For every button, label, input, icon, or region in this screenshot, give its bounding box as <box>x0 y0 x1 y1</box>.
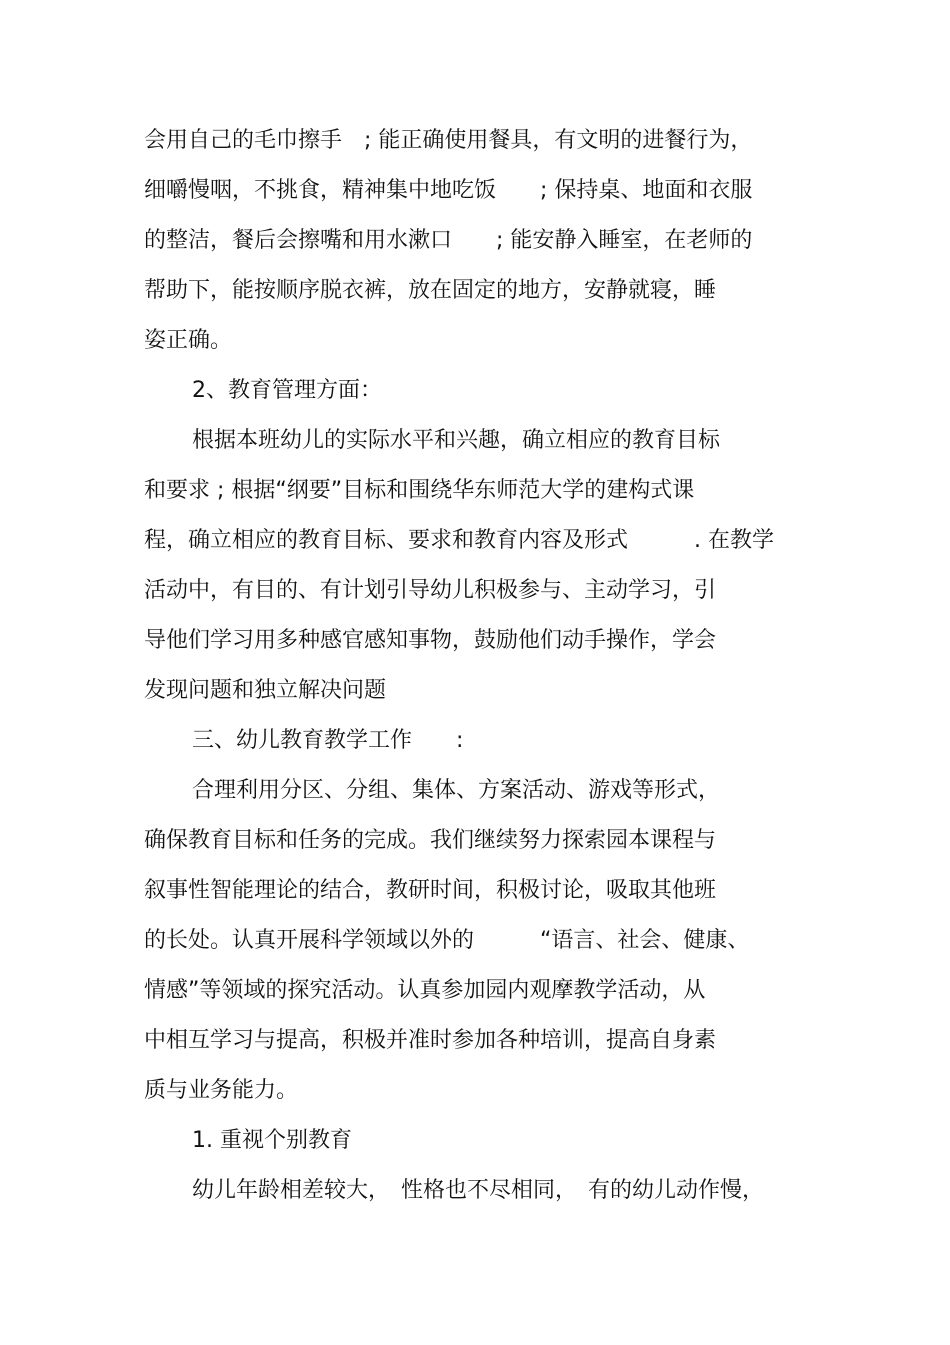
text-line: 帮助下，能按顺序脱衣裤，放在固定的地方，安静就寝，睡 <box>144 278 717 303</box>
text-line: 情感”等领域的探究活动。认真参加园内观摩教学活动，从 <box>144 978 706 1003</box>
text-line: 确保教育目标和任务的完成。我们继续努力探索园本课程与 <box>144 828 717 853</box>
text-line: 中相互学习与提高，积极并准时参加各种培训，提高自身素 <box>144 1028 717 1053</box>
section-heading: 1. 重视个别教育 <box>192 1128 352 1153</box>
text-line: 细嚼慢咽，不挑食，精神集中地吃饭 ; 保持桌、地面和衣服 <box>144 178 753 203</box>
text-line: 叙事性智能理论的结合，教研时间，积极讨论，吸取其他班 <box>144 878 717 903</box>
section-heading: 2、教育管理方面： <box>192 378 382 403</box>
text-line: 的长处。认真开展科学领域以外的 “语言、社会、健康、 <box>144 928 750 953</box>
text-line: 幼儿年龄相差较大， 性格也不尽相同， 有的幼儿动作慢， <box>192 1178 765 1203</box>
text-line: 和要求 ; 根据“纲要”目标和围绕华东师范大学的建构式课 <box>144 478 695 503</box>
text-line: 活动中，有目的、有计划引导幼儿积极参与、主动学习，引 <box>144 578 717 603</box>
text-line: 的整洁，餐后会擦嘴和用水漱口 ; 能安静入睡室，在老师的 <box>144 228 753 253</box>
section-heading: 三、幼儿教育教学工作 : <box>192 728 464 753</box>
text-line: 根据本班幼儿的实际水平和兴趣，确立相应的教育目标 <box>192 428 721 453</box>
text-line: 会用自己的毛巾擦手 ; 能正确使用餐具，有文明的进餐行为， <box>144 128 753 153</box>
text-line: 导他们学习用多种感官感知事物，鼓励他们动手操作，学会 <box>144 628 717 653</box>
text-line: 合理利用分区、分组、集体、方案活动、游戏等形式， <box>192 778 721 803</box>
text-line: 发现问题和独立解决问题 <box>144 678 387 703</box>
text-line: 质与业务能力。 <box>144 1078 299 1103</box>
text-line: 姿正确。 <box>144 328 233 353</box>
text-line: 程，确立相应的教育目标、要求和教育内容及形式 . 在教学 <box>144 528 774 553</box>
